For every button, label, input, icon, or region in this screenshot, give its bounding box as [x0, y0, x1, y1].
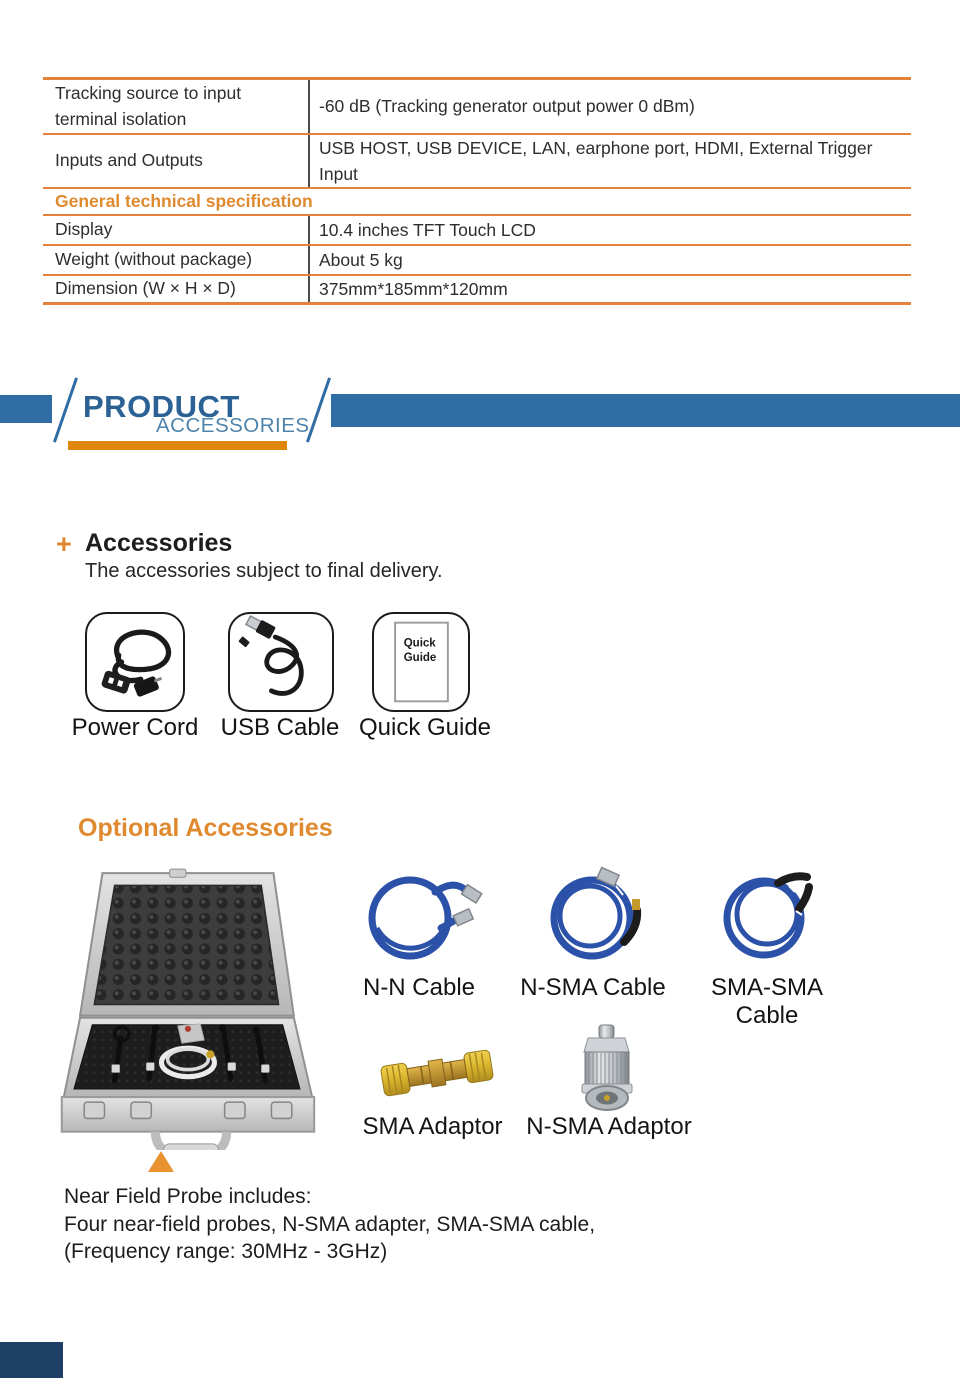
banner-right-bar: [331, 394, 960, 427]
plus-icon: +: [56, 529, 72, 559]
note-line-3: (Frequency range: 30MHz - 3GHz): [64, 1240, 388, 1263]
n-n-cable-label: N-N Cable: [362, 974, 476, 1001]
booklet-title-line2: Guide: [403, 652, 437, 665]
n-sma-adaptor-image: [568, 1022, 646, 1114]
spec-label: Display: [43, 216, 310, 244]
accessories-note: The accessories subject to final delivery.: [85, 560, 443, 582]
n-sma-cable-image: [532, 866, 662, 966]
sma-sma-cable-image: [706, 863, 836, 963]
quick-guide-label: Quick Guide: [358, 714, 492, 741]
spec-label: Tracking source to input terminal isolation: [43, 80, 310, 133]
spec-value: -60 dB (Tracking generator output power 0 dBm): [319, 96, 695, 117]
optional-accessories-heading: Optional Accessories: [78, 814, 333, 842]
triangle-marker-icon: [148, 1151, 174, 1172]
sma-adaptor-label: SMA Adaptor: [362, 1113, 503, 1140]
probe-case-image: [55, 865, 325, 1150]
note-line-1: Near Field Probe includes:: [64, 1185, 312, 1208]
n-sma-adaptor-label: N-SMA Adaptor: [526, 1113, 692, 1140]
banner-underline: [68, 441, 287, 450]
spec-value: 10.4 inches TFT Touch LCD: [319, 219, 536, 240]
table-section-row: [43, 189, 911, 216]
note-line-2: Four near-field probes, N-SMA adapter, SMA-SMA cable,: [64, 1212, 596, 1236]
banner-left-bar: [0, 395, 52, 423]
footer-accent-bar: [0, 1342, 63, 1378]
banner-title: PRODUCT: [83, 389, 240, 424]
quick-guide-icon: [374, 614, 468, 710]
spec-label: Weight (without package): [43, 246, 310, 274]
table-row: [43, 246, 911, 276]
spec-label: Inputs and Outputs: [43, 135, 310, 187]
booklet-title-line1: Quick: [403, 637, 436, 650]
table-row: [43, 135, 911, 189]
spec-value: About 5 kg: [319, 249, 403, 270]
table-row: [43, 216, 911, 246]
quick-guide-image: [372, 612, 470, 712]
n-n-cable-image: [355, 866, 485, 966]
usb-cable-icon: [230, 614, 332, 710]
spec-value: 375mm*185mm*120mm: [319, 278, 508, 299]
table-row: [43, 276, 911, 305]
near-field-probe-note: [64, 1183, 595, 1266]
sma-adaptor-image: [372, 1038, 502, 1108]
accessories-heading: Accessories: [85, 529, 233, 557]
spec-table: [43, 77, 911, 305]
banner-slash-left: [53, 377, 78, 442]
spec-label: Dimension (W × H × D): [43, 276, 310, 302]
banner-slash-right: [306, 377, 331, 442]
usb-cable-label: USB Cable: [220, 714, 340, 741]
power-cord-image: [85, 612, 185, 712]
table-row: [43, 80, 911, 135]
power-cord-label: Power Cord: [71, 714, 199, 741]
banner-subtitle: ACCESSORIES: [156, 414, 310, 437]
power-cord-icon: [87, 614, 183, 710]
usb-cable-image: [228, 612, 334, 712]
sma-sma-cable-label: SMA-SMA Cable: [710, 974, 823, 1029]
spec-value: USB HOST, USB DEVICE, LAN, earphone port, HDMI, External Trigger Input: [319, 137, 873, 184]
n-sma-cable-label: N-SMA Cable: [520, 974, 666, 1001]
section-header: General technical specification: [55, 191, 313, 211]
